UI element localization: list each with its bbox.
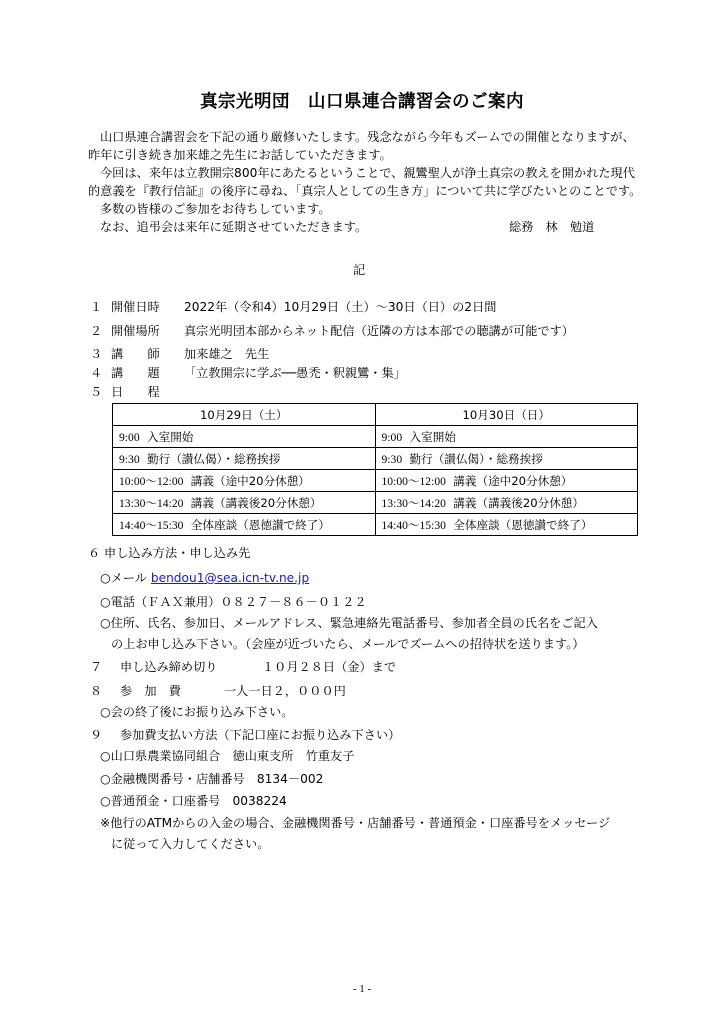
schedule-time: 9:30 (119, 452, 140, 466)
schedule-time: 10:00～12:00 (119, 474, 184, 488)
apply-heading: ６ 申し込み方法・申し込み先 (88, 546, 251, 560)
item-5-num: ５ (90, 385, 103, 399)
schedule-text: 入室開始 (147, 429, 194, 444)
schedule-cell (113, 426, 376, 448)
item-1-value: 2022年（令和4）10月29日（土）～30日（日）の2日間 (184, 300, 497, 314)
payment-note-2: に従って入力してください。 (111, 837, 270, 851)
schedule-time: 13:30～14:20 (381, 496, 446, 510)
payment-bank: ○山口県農業協同組合 徳山東支所 竹重友子 (100, 749, 355, 763)
schedule-time: 9:00 (381, 430, 403, 444)
item-4-label: 講 題 (111, 366, 160, 380)
signature: 総務 林 勉道 (509, 220, 595, 234)
mail-row (100, 570, 309, 586)
intro-line-2: 昨年に引き続き加来雄之先生にお話していただきます。 (88, 148, 392, 162)
schedule-table (112, 403, 638, 536)
fee-value: 一人一日２，０００円 (224, 684, 346, 698)
schedule-text: 勤行（讃仏偈）・総務挨拶 (147, 451, 281, 466)
item-2-num: ２ (90, 324, 103, 338)
schedule-time: 10:00～12:00 (381, 474, 446, 488)
item-1-label: 開催日時 (111, 300, 160, 314)
schedule-row (113, 426, 638, 448)
mail-label: ○メール (100, 571, 147, 585)
intro-line-1: 山口県連合講習会を下記の通り厳修いたします。残念ながら今年もズームでの開催となりますが、 (100, 130, 635, 144)
item-4-num: ４ (90, 366, 103, 380)
schedule-cell (113, 448, 376, 470)
intro-line-6: なお、追弔会は来年に延期させていただきます。 (100, 220, 368, 234)
fee-label: 参 加 費 (120, 684, 181, 698)
schedule-cell (113, 470, 376, 492)
payment-account: ○普通預金・口座番号 0038224 (100, 794, 287, 808)
schedule-cell (375, 448, 638, 470)
schedule-row (113, 492, 638, 514)
intro-line-5: 多数の皆様のご参加をお待ちしています。 (100, 202, 331, 216)
schedule-time: 14:40～15:30 (381, 518, 446, 532)
apply-info-1: ○住所、氏名、参加日、メールアドレス、緊急連絡先電話番号、参加者全員の氏名をご記入 (100, 616, 598, 630)
item-2-value: 真宗光明団本部からネット配信（近隣の方は本部での聴講が可能です） (184, 324, 574, 338)
deadline-num: ７ (90, 660, 103, 674)
schedule-header-row (113, 404, 638, 426)
schedule-row (113, 448, 638, 470)
payment-code: ○金融機関番号・店舗番号 8134－002 (100, 772, 324, 786)
schedule-time: 9:00 (119, 430, 140, 444)
schedule-text: 講義（講義後20分休憩） (453, 495, 584, 510)
schedule-row (113, 514, 638, 536)
schedule-time: 9:30 (381, 452, 403, 466)
schedule-header-day2: 10月30日（日） (375, 404, 638, 426)
intro-line-3: 今回は、来年は立教開宗800年にあたるということで、親鸞聖人が浄土真宗の教えを開かれた現代 (100, 166, 635, 180)
item-5-label: 日 程 (111, 385, 160, 399)
schedule-cell (375, 492, 638, 514)
fee-num: ８ (90, 684, 103, 698)
item-4-value: 「立教開宗に学ぶ──愚禿・釈親鸞・集」 (184, 366, 406, 380)
schedule-text: 勤行（讃仏偈）・総務挨拶 (409, 451, 543, 466)
deadline-value: １０月２８日（金）まで (262, 660, 397, 674)
schedule-cell (375, 426, 638, 448)
schedule-cell (375, 514, 638, 536)
schedule-time: 14:40～15:30 (119, 518, 184, 532)
item-3-value: 加来雄之 先生 (184, 347, 270, 361)
schedule-text: 全体座談（恩徳讃で終了） (190, 517, 330, 532)
schedule-row (113, 470, 638, 492)
item-3-num: ３ (90, 347, 103, 361)
schedule-text: 講義（講義後20分休憩） (190, 495, 322, 510)
intro-line-4: 的意義を『教行信証』の後序に尋ね、「真宗人としての生き方」について共に学びたいとのことです。 (88, 184, 642, 198)
deadline-label: 申し込み締め切り (120, 660, 218, 674)
schedule-header-day1: 10月29日（土） (113, 404, 376, 426)
schedule-time: 13:30～14:20 (119, 496, 184, 510)
mail-link[interactable]: bendou1@sea.icn-tv.ne.jp (150, 571, 310, 585)
fee-note: ○会の終了後にお振り込み下さい。 (100, 705, 294, 719)
item-3-label: 講 師 (111, 347, 160, 361)
page-title: 真宗光明団 山口県連合講習会のご案内 (200, 92, 524, 112)
schedule-text: 講義（途中20分休憩） (453, 473, 573, 488)
phone: ○電話（ＦＡＸ兼用）０８２７－８６－０１２２ (100, 595, 367, 609)
schedule-text: 講義（途中20分休憩） (190, 473, 310, 488)
schedule-cell (375, 470, 638, 492)
item-2-label: 開催場所 (111, 324, 160, 338)
payment-note-1: ※他行のATMからの入金の場合、金融機関番号・店舗番号・普通預金・口座番号をメッセージ (100, 816, 611, 830)
schedule-text: 全体座談（恩徳讃で終了） (453, 517, 593, 532)
schedule-text: 入室開始 (409, 429, 456, 444)
schedule-cell (113, 514, 376, 536)
apply-info-2: の上お申し込み下さい。（会座が近づいたら、メールでズームへの招待状を送ります。） (111, 637, 585, 651)
page-number: - 1 - (352, 983, 372, 995)
item-1-num: １ (90, 300, 103, 314)
schedule-cell (113, 492, 376, 514)
payment-num: ９ (90, 728, 103, 742)
ki-heading: 記 (353, 263, 366, 277)
payment-heading: 参加費支払い方法（下記口座にお振り込み下さい） (120, 728, 401, 742)
